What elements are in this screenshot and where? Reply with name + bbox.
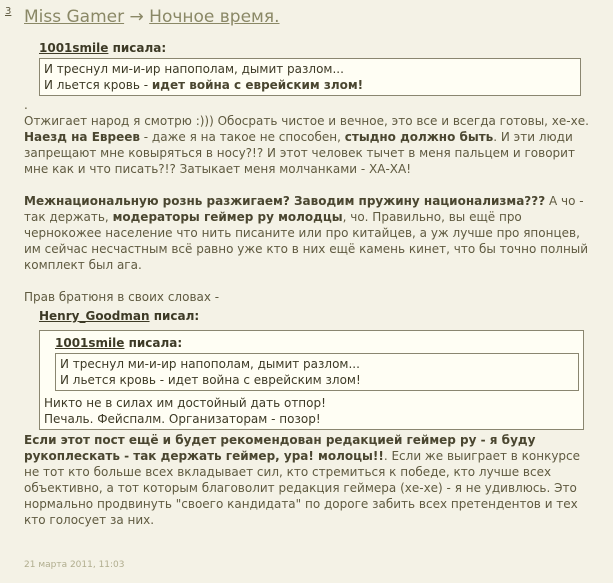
text: А чо - так держать, xyxy=(24,194,584,224)
quote-bold-text: идет война с еврейским злом! xyxy=(151,78,364,92)
text: - даже я на такое не способен, xyxy=(139,130,345,144)
post-title xyxy=(24,6,280,28)
arrow-icon: → xyxy=(129,7,144,27)
quote-header xyxy=(39,308,584,324)
dot-text: . xyxy=(24,98,28,112)
text: . И эти люди запрещают мне ковыряться в носу?!? И этот человек тычет в меня пальцем и говорит мне как и что писать?!? Затыкает меня молчанками - ХА-ХА! xyxy=(24,130,575,176)
bold-text: Межнациональную рознь разжигаем? Заводим пружину национализма??? xyxy=(24,194,546,208)
bold-text: Наезд на Евреев xyxy=(24,130,140,144)
quote-block-outer xyxy=(39,308,584,430)
nested-quote-header xyxy=(55,335,579,351)
text: , чо. Правильно, вы ещё про чернокожее население что нить писаните или про китайцев, а уж лучше про японцев, им сейчас несчастным всё равно уже кто в них ещё камень кинет, что бы точно полный комплект был ага. xyxy=(24,210,589,272)
paragraph-brother: Прав братюня в своих словах - xyxy=(24,290,220,304)
quote-line: И треснул ми-и-ир напополам, дымит разлом... xyxy=(60,357,360,371)
quote-line xyxy=(44,77,576,93)
nested-quote-author-link[interactable]: 1001smile xyxy=(55,336,125,350)
quote-line: Никто не в силах им достойный дать отпор! xyxy=(44,396,326,410)
nested-quote-block xyxy=(55,335,579,391)
quote-header xyxy=(39,40,581,56)
post-body xyxy=(24,40,590,528)
quote-author-link[interactable]: Henry_Goodman xyxy=(39,309,150,323)
quote-block xyxy=(39,40,581,96)
quote-text: И льется кровь - xyxy=(44,78,152,92)
paragraph-1 xyxy=(24,113,590,177)
text: . Если же выиграет в конкурсе не тот кто больше всех вкладывает сил, кто стремиться к победе, кто лучше всех объективно, а тот которым благоволит редакция геймера (хе-хе) - я не удивлюсь. Это нормально продвинуть "своего кандидата" по дороге забить всех претендентов и тех кто голосует за них. xyxy=(24,449,581,527)
quote-box xyxy=(39,58,581,96)
bold-text: Если этот пост ещё и будет рекомендован редакцией геймер ру - я буду рукоплескать - так держать геймер, ура! молоцы!! xyxy=(24,433,536,463)
text: Отжигает народ я смотрю :))) Обосрать чистое и вечное, это все и всегда готовы, хе-хе. xyxy=(24,114,589,128)
quote-line: Печаль. Фейспалм. Организаторам - позор! xyxy=(44,412,321,426)
post-number-link[interactable]: 3 xyxy=(5,6,12,17)
bold-text: модераторы геймер ру молодцы xyxy=(112,210,343,224)
paragraph-2 xyxy=(24,193,590,273)
quote-lines xyxy=(44,395,579,427)
paragraph-3 xyxy=(24,432,590,528)
quote-said-label: писал: xyxy=(149,309,200,323)
quote-box xyxy=(39,330,584,430)
post-date: 21 марта 2011, 11:03 xyxy=(24,560,125,570)
quote-said-label: писала: xyxy=(108,41,167,55)
quote-author-link[interactable]: 1001smile xyxy=(39,41,109,55)
bold-text: стыдно должно быть xyxy=(344,130,494,144)
nested-quote-box xyxy=(55,353,579,391)
quote-line: И льется кровь - идет война с еврейским злом! xyxy=(60,373,361,387)
thread-link[interactable]: Ночное время. xyxy=(149,7,280,27)
nested-quote-said-label: писала: xyxy=(124,336,183,350)
author-link[interactable]: Miss Gamer xyxy=(24,7,125,27)
quote-line: И треснул ми-и-ир напополам, дымит разлом... xyxy=(44,62,344,76)
